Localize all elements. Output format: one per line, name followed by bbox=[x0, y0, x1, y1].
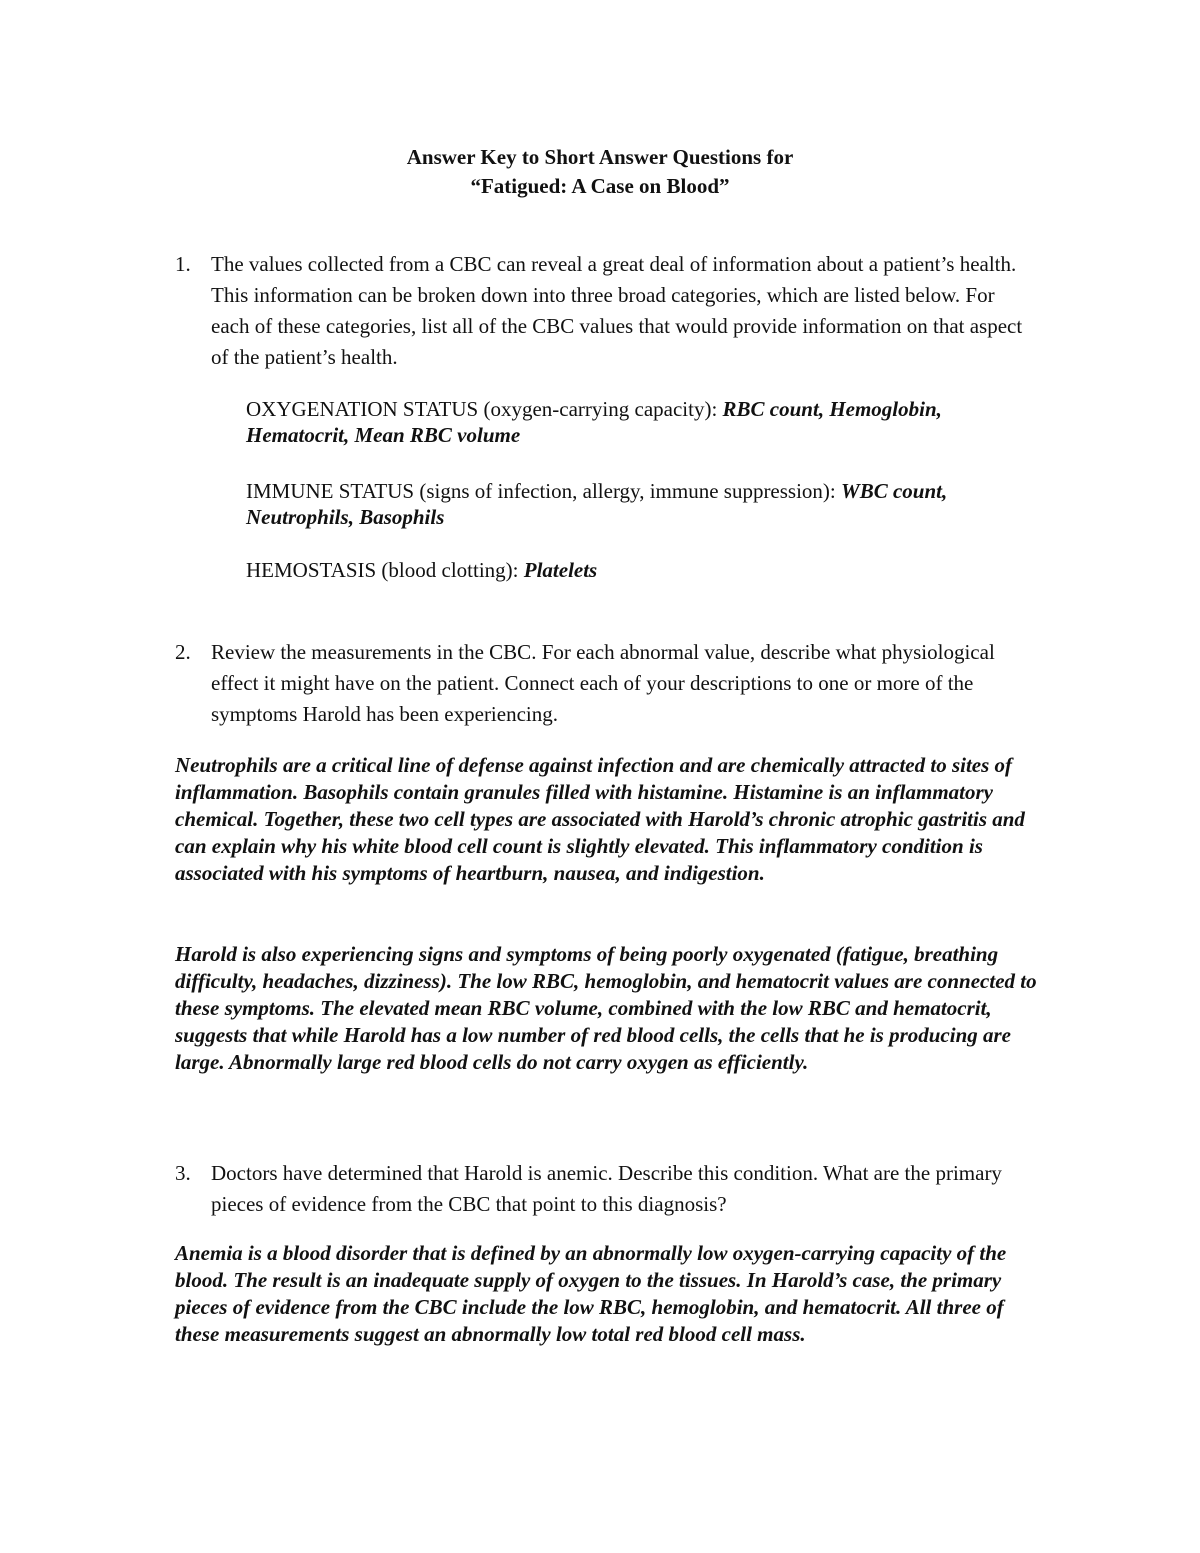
answer-2-paragraph-2: Harold is also experiencing signs and symptoms of being poorly oxygenated (fatigue, breathing difficulty, headaches, dizziness). The low RBC, hemoglobin, and hematocrit values are connected to these symptoms. The elevated mean RBC volume, combined with the low RBC and hematocrit, suggests that while Harold has a low number of red blood cells, the cells that he is producing are large. Abnormally large red blood cells do not carry oxygen as efficiently. bbox=[175, 942, 1037, 1074]
question-1 bbox=[175, 249, 1035, 373]
category-label: OXYGENATION STATUS (oxygen-carrying capacity): bbox=[246, 397, 723, 421]
category-answer: RBC count, Hemoglobin, Hematocrit, Mean RBC volume bbox=[246, 397, 942, 447]
category-label: IMMUNE STATUS (signs of infection, allergy, immune suppression): bbox=[246, 479, 842, 503]
category-oxygenation bbox=[246, 396, 1026, 448]
question-number: 2. bbox=[175, 640, 191, 664]
category-answer: WBC count, Neutrophils, Basophils bbox=[246, 479, 948, 529]
question-3 bbox=[175, 1158, 1035, 1220]
document-title-line-2: “Fatigued: A Case on Blood” bbox=[470, 174, 730, 198]
category-answer: Platelets bbox=[523, 558, 598, 582]
answer-2-paragraph-1: Neutrophils are a critical line of defense against infection and are chemically attracted to sites of inflammation. Basophils contain granules filled with histamine. Histamine is an inflammatory chemical. Together, these two cell types are associated with Harold’s chronic atrophic gastritis and can explain why his white blood cell count is slightly elevated. This inflammatory condition is associated with his symptoms of heartburn, nausea, and indigestion. bbox=[175, 753, 1025, 885]
question-text: The values collected from a CBC can reveal a great deal of information about a patient’s health. This information can be broken down into three broad categories, which are listed below. For each of these categories, list all of the CBC values that would provide information on that aspect of the patient’s health. bbox=[211, 252, 1023, 369]
question-2 bbox=[175, 637, 1035, 730]
category-label: HEMOSTASIS (blood clotting): bbox=[246, 558, 524, 582]
document-title-line-1: Answer Key to Short Answer Questions for bbox=[406, 145, 794, 169]
question-text: Doctors have determined that Harold is anemic. Describe this condition. What are the primary pieces of evidence from the CBC that point to this diagnosis? bbox=[211, 1161, 1002, 1216]
category-immune bbox=[246, 478, 1026, 530]
question-text: Review the measurements in the CBC. For each abnormal value, describe what physiological effect it might have on the patient. Connect each of your descriptions to one or more of the symptoms Harold has been experiencing. bbox=[211, 640, 995, 726]
question-number: 1. bbox=[175, 252, 191, 276]
answer-3: Anemia is a blood disorder that is defined by an abnormally low oxygen-carrying capacity of the blood. The result is an inadequate supply of oxygen to the tissues. In Harold’s case, the primary pieces of evidence from the CBC include the low RBC, hemoglobin, and hematocrit. All three of these measurements suggest an abnormally low total red blood cell mass. bbox=[175, 1241, 1007, 1346]
category-hemostasis bbox=[246, 557, 1026, 583]
question-number: 3. bbox=[175, 1161, 191, 1185]
